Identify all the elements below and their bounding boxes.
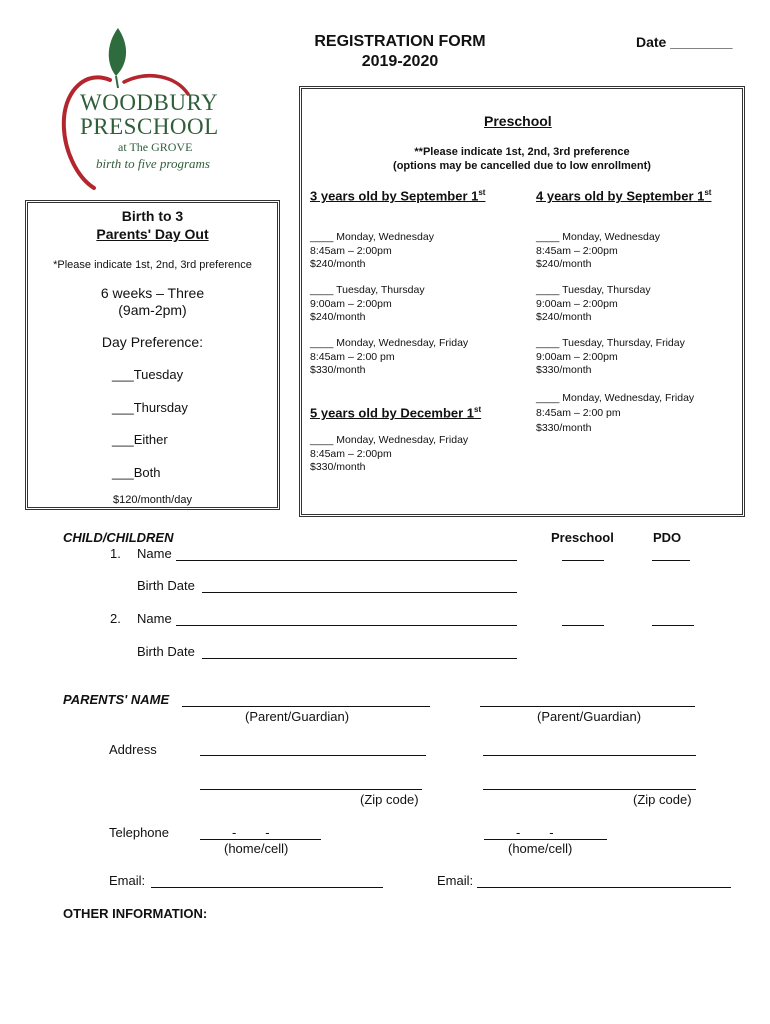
logo-at-the-grove: at The GROVE [118,140,193,154]
parent-1-address-line2[interactable] [200,789,422,790]
option-4yr-mon-wed[interactable] [536,231,660,272]
child-2-number: 2. [110,611,121,626]
child-1-pdo-field[interactable] [652,560,690,561]
child-1-name-label: Name [137,546,172,561]
option-price: $330/month [310,364,366,376]
heading-4-years: 4 years old by September 1st [536,188,712,204]
parent-1-email-field[interactable] [151,887,383,888]
pdo-day-preference: Day Preference: [101,334,204,350]
option-price: $240/month [310,258,366,270]
preschool-note-cancel: (options may be cancelled due to low enrollment) [393,160,651,172]
option-4yr-tue-thu-fri[interactable] [536,337,685,378]
option-days: ____ Monday, Wednesday, Friday [536,392,695,404]
pdo-day-tuesday[interactable]: ___Tuesday [112,367,184,382]
option-days: ____ Monday, Wednesday, Friday [310,337,469,349]
option-4yr-tue-thu[interactable] [536,284,651,325]
parent-1-home-cell-label: (home/cell) [224,841,289,856]
date-field[interactable]: Date ________ [636,34,733,50]
child-2-birth-field[interactable] [202,658,517,659]
child-2-pdo-field[interactable] [652,625,694,626]
option-time: 9:00am – 2:00pm [536,297,618,310]
pdo-day-thursday[interactable]: ___Thursday [112,400,188,415]
option-time: 8:45am – 2:00 pm [310,350,395,363]
child-1-preschool-field[interactable] [562,560,604,561]
option-price: $330/month [536,422,592,434]
option-days: ____ Tuesday, Thursday [310,284,425,296]
preschool-title: Preschool [484,113,552,129]
option-5yr-mon-wed-fri[interactable] [310,434,468,475]
parent-2-email-label: Email: [437,873,474,888]
parent-1-name-field[interactable] [182,706,430,707]
parent-1-email-label: Email: [109,873,146,888]
preschool-note-preference: **Please indicate 1st, 2nd, 3rd preference [414,146,630,158]
option-time: 9:00am – 2:00pm [310,297,392,310]
form-title-year: 2019-2020 [361,53,439,70]
parent-2-zip-label: (Zip code) [633,792,692,807]
parent-2-address-line2[interactable] [483,789,696,790]
address-label: Address [109,742,157,757]
child-1-birth-label: Birth Date [137,578,195,593]
option-time: 8:45am – 2:00 pm [536,407,621,419]
option-days: ____ Monday, Wednesday [310,231,434,243]
option-3yr-tue-thu[interactable] [310,284,425,325]
option-price: $240/month [536,258,592,270]
option-days: ____ Monday, Wednesday, Friday [310,434,469,446]
option-days: ____ Tuesday, Thursday, Friday [536,337,685,349]
pdo-title-birth-to-3: Birth to 3 [121,208,184,224]
telephone-label: Telephone [109,825,169,840]
child-1-number: 1. [110,546,121,561]
parent-2-telephone-dashes: - - [516,825,554,840]
child-2-birth-label: Birth Date [137,644,195,659]
pdo-column-header: PDO [653,530,682,545]
option-3yr-mon-wed[interactable] [310,231,434,272]
option-time: 9:00am – 2:00pm [536,350,618,363]
child-1-birth-field[interactable] [202,592,517,593]
option-price: $240/month [310,311,366,323]
option-3yr-mon-wed-fri[interactable] [310,337,468,378]
heading-5-years: 5 years old by December 1st [310,405,482,421]
pdo-box [25,200,280,510]
option-price: $330/month [536,364,592,376]
child-2-name-field[interactable] [176,625,517,626]
option-days: ____ Monday, Wednesday [536,231,660,243]
option-time: 8:45am – 2:00pm [310,244,392,257]
child-1-name-field[interactable] [176,560,517,561]
parent-1-telephone-dashes: - - [232,825,270,840]
pdo-title-parents-day-out: Parents' Day Out [96,226,209,242]
parent-2-name-field[interactable] [480,706,695,707]
logo-tagline: birth to five programs [96,156,210,171]
parent-2-guardian-label: (Parent/Guardian) [537,709,642,724]
child-2-preschool-field[interactable] [562,625,604,626]
option-4yr-mon-wed-fri[interactable] [536,391,694,436]
pdo-day-both[interactable]: ___Both [112,465,161,480]
logo-word-woodbury: WOODBURY [80,90,219,115]
parent-2-email-field[interactable] [477,887,731,888]
logo-word-preschool: PRESCHOOL [80,114,219,139]
form-title [300,32,500,72]
parent-1-zip-label: (Zip code) [360,792,419,807]
other-information-heading: OTHER INFORMATION: [63,906,208,921]
parent-2-address-line1[interactable] [483,755,696,756]
parent-1-guardian-label: (Parent/Guardian) [245,709,350,724]
pdo-hours: (9am-2pm) [118,302,187,318]
option-price: $240/month [536,311,592,323]
pdo-day-either[interactable]: ___Either [112,432,168,447]
form-title-line1: REGISTRATION FORM [314,33,486,50]
option-price: $330/month [310,461,366,473]
pdo-note: *Please indicate 1st, 2nd, 3rd preference [53,259,252,271]
option-time: 8:45am – 2:00pm [536,244,618,257]
heading-3-years: 3 years old by September 1st [310,188,486,204]
option-time: 8:45am – 2:00pm [310,447,392,460]
children-heading: CHILD/CHILDREN [63,530,174,545]
parents-heading: PARENTS' NAME [63,692,170,707]
parent-2-home-cell-label: (home/cell) [508,841,573,856]
pdo-ages: 6 weeks – Three [100,285,205,301]
parent-1-address-line1[interactable] [200,755,426,756]
preschool-column-header: Preschool [551,530,614,545]
child-2-name-label: Name [137,611,172,626]
option-days: ____ Tuesday, Thursday [536,284,651,296]
pdo-price: $120/month/day [113,494,192,506]
